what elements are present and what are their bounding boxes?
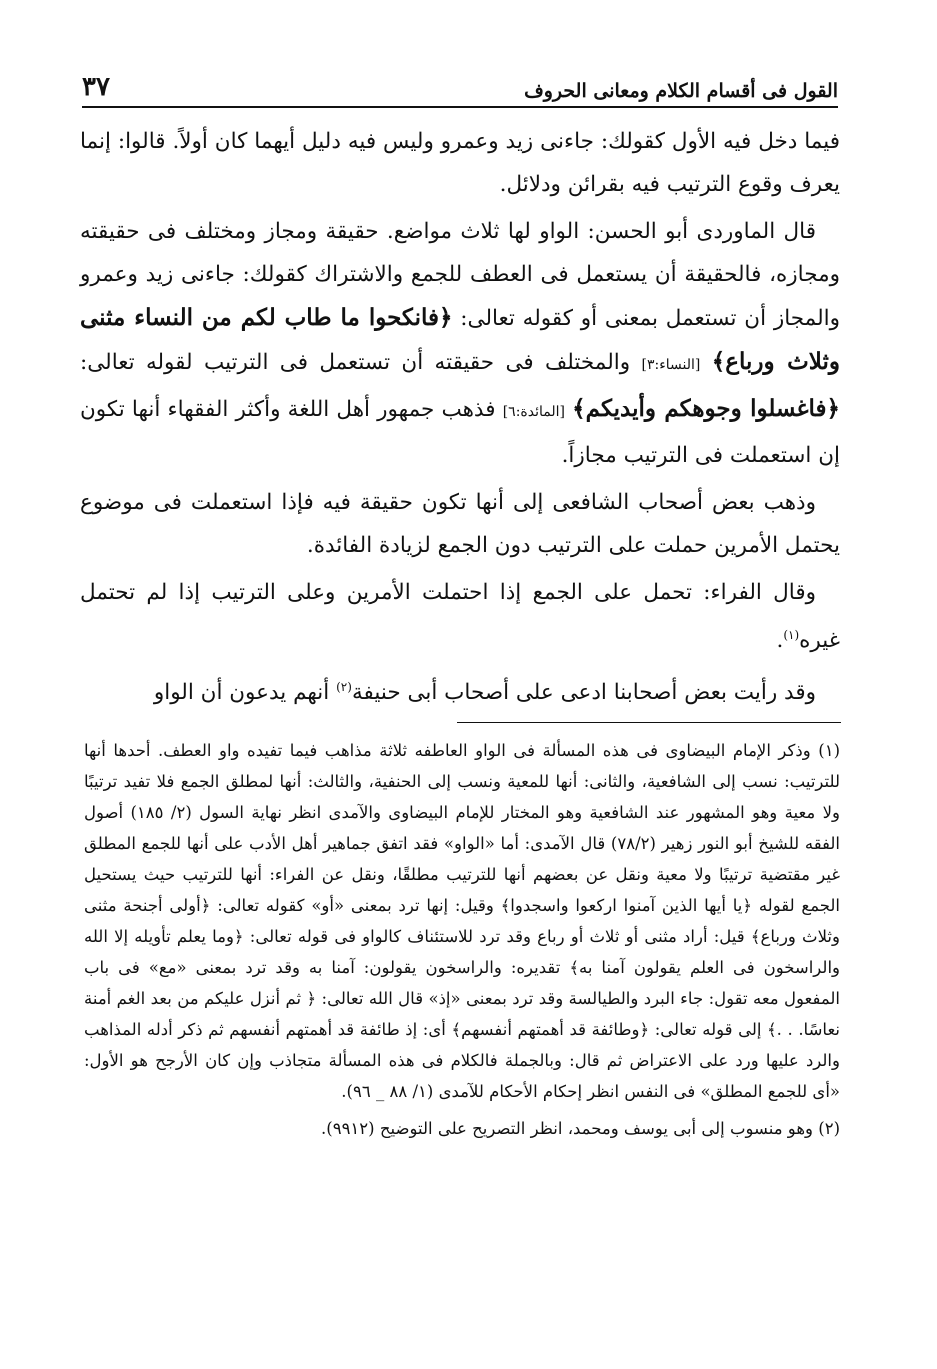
paragraph-2 (80, 210, 840, 477)
quran-quote-2: ﴿فاغسلوا وجوهكم وأيديكم﴾ (572, 395, 840, 422)
footnote-separator (457, 722, 841, 723)
paragraph-3: وذهب بعض أصحاب الشافعى إلى أنها تكون حقيقة فيه فإذا استعملت فى موضوع يحتمل الأمرين حملت على الترتيب دون الجمع لزيادة الفائدة. (80, 490, 840, 558)
page-number: ٣٧ (82, 72, 110, 102)
footnotes (84, 735, 840, 1144)
footnote-marker-1: (١) (783, 628, 800, 642)
quran-ref-1: [النساء:٣] (641, 357, 701, 373)
paragraph-1: فيما دخل فيه الأول كقولك: جاءنى زيد وعمرو وليس فيه دليل أيهما كان أولاً. قالوا: إنما يعرف وقوع الترتيب فيه بقرائن ودلائل. (80, 129, 840, 197)
main-text (80, 120, 840, 718)
quran-ref-2: [المائدة:٦] (502, 404, 565, 420)
paragraph-4 (80, 571, 840, 662)
paragraph-5-text-b: أنهم يدعون أن الواو (153, 680, 337, 706)
paragraph-2-text-a: قال الماوردى أبو الحسن: الواو لها ثلاث مواضع. حقيقة ومجاز ومختلف فى حقيقته ومجازه، فالحقيقة أن يستعمل فى العطف للجمع والاشتراك كقولك: جاءنى زيد وعمرو والمجاز أن تستعمل بمعنى أو كقوله تعالى: (80, 219, 840, 331)
footnote-1: (١) وذكر الإمام البيضاوى فى هذه المسألة فى الواو العاطفه ثلاثة مذاهب فيما تفيده واو العطف. أحدها أنها للترتيب: نسب إلى الشافعية، والثانى: أنها للمعية ونسب إلى الحنفية، والثالث: أنها لمطلق الجمع فلا تفيد ترتيبًا ولا معية وهو المشهور عند الشافعية وهو المختار للإمام البيضاوى والآمدى انظر نهاية السول (٢/ ١٨٥) أصول الفقه للشيخ أبو النور زهير (٧٨/٢) قال الآمدى: أما «الواو» فقد اتفق جماهير أهل الأدب على أنها للجمع المطلق غير مقتضية ترتيبًا ولا معية ونقل عن بعضهم أنها للترتيب مطلقًا، ونقل عن الفراء: أنها للترتيب حيث يستحيل الجمع لقوله ﴿يا أيها الذين آمنوا اركعوا واسجدوا﴾ وقيل: إنها ترد بمعنى «أو» كقوله تعالى: ﴿أولى أجنحة مثنى وثلاث ورباع﴾ قيل: أراد مثنى أو ثلاث أو رباع وقد ترد للاستئناف كالواو فى قوله تعالى: ﴿وما يعلم تأويله إلا الله والراسخون فى العلم يقولون آمنا به﴾ تقديره: والراسخون يقولون: آمنا به وقد ترد بمعنى «مع» فى باب المفعول معه تقول: جاء البرد والطيالسة وقد ترد بمعنى «إذ» قال الله تعالى: ﴿ ثم أنزل عليكم من بعد الغم أمنة نعاسًا. . .﴾ إلى قوله تعالى: ﴿وطائفة قد أهمتهم أنفسهم﴾ أى: إذ طائفة قد أهمتهم أنفسهم ثم ذكر أدله المذاهب والرد عليها ورد على الاعتراض ثم قال: وبالجملة فالكلام فى هذه المسألة متجاذب وإن كان الأرجح هو الأول: «أى للجمع المطلق» فى النفس انظر إحكام الأحكام للآمدى (١/ ٨٨ _ ٩٦). (84, 741, 840, 1101)
paragraph-5-text-a: وقد رأيت بعض أصحابنا ادعى على أصحاب أبى حنيفة (351, 680, 816, 706)
quran-quote-1: ﴿فانكحوا ما طاب لكم من النساء مثنى وثلاث ورباع﴾ (80, 304, 841, 375)
paragraph-2-text-c: فذهب جمهور أهل اللغة وأكثر الفقهاء أنها تكون إن استعملت فى الترتيب مجازاً. (80, 397, 840, 468)
page-header (82, 68, 838, 108)
footnote-2: (٢) وهو منسوب إلى أبى يوسف ومحمد، انظر التصريح على التوضيح (٩٩١٢). (321, 1119, 840, 1138)
paragraph-4-end: . (776, 628, 784, 654)
paragraph-2-text-b: والمختلف فى حقيقته أن تستعمل فى الترتيب لقوله تعالى: (80, 350, 631, 375)
footnote-marker-2: (٢) (336, 680, 352, 695)
paragraph-4-text: وقال الفراء: تحمل على الجمع إذا احتملت الأمرين وعلى الترتيب إذا لم تحتمل غيره (80, 580, 840, 654)
paragraph-5 (80, 666, 840, 714)
running-title: القول فى أقسام الكلام ومعانى الحروف (524, 80, 838, 102)
